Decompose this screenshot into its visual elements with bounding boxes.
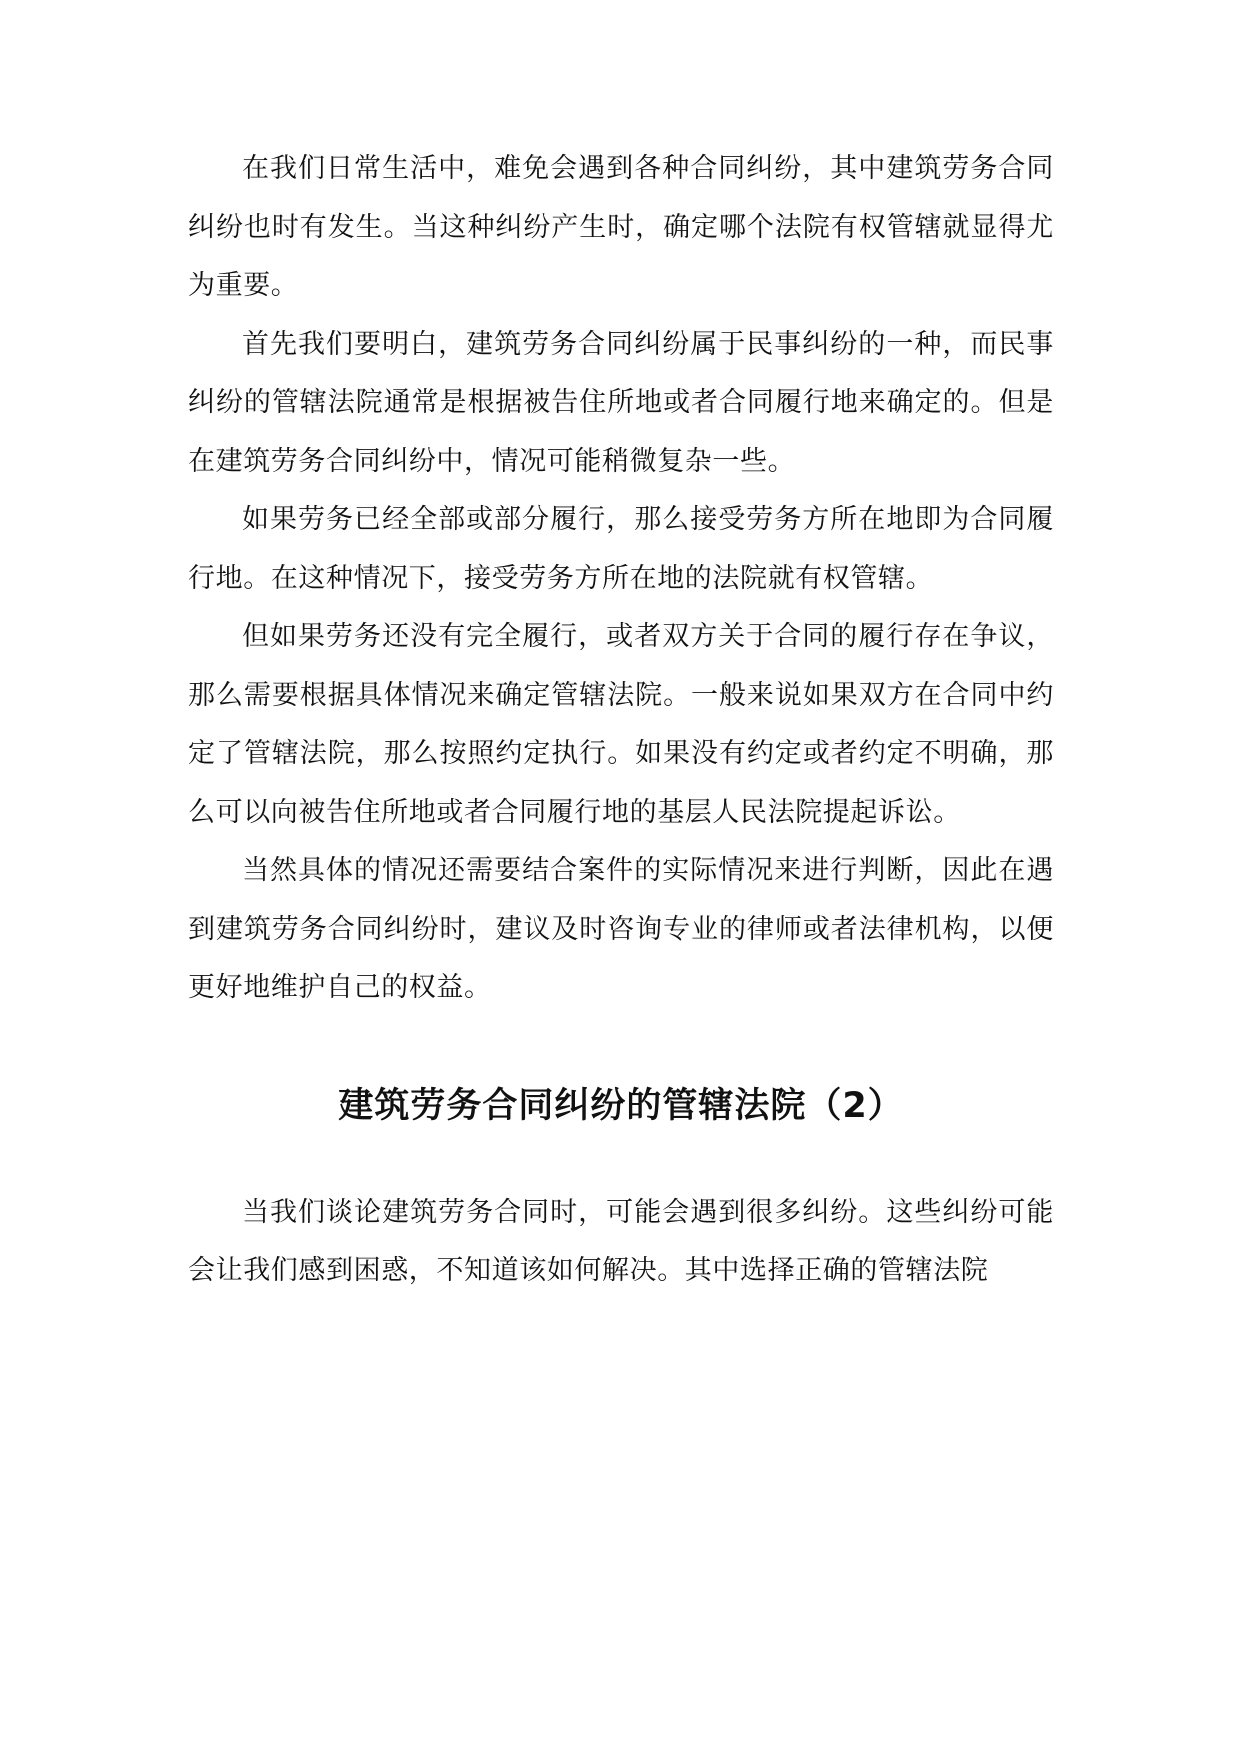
document-body	[188, 140, 1054, 1301]
paragraph: 如果劳务已经全部或部分履行，那么接受劳务方所在地即为合同履行地。在这种情况下，接受劳务方所在地的法院就有权管辖。	[188, 504, 1054, 594]
section-heading: 建筑劳务合同纠纷的管辖法院（2）	[338, 1085, 904, 1126]
paragraph: 首先我们要明白，建筑劳务合同纠纷属于民事纠纷的一种，而民事纠纷的管辖法院通常是根据被告住所地或者合同履行地来确定的。但是在建筑劳务合同纠纷中，情况可能稍微复杂一些。	[188, 328, 1054, 477]
paragraph: 但如果劳务还没有完全履行，或者双方关于合同的履行存在争议，那么需要根据具体情况来确定管辖法院。一般来说如果双方在合同中约定了管辖法院，那么按照约定执行。如果没有约定或者约定不明确，那么可以向被告住所地或者合同履行地的基层人民法院提起诉讼。	[188, 621, 1054, 828]
paragraph: 当我们谈论建筑劳务合同时，可能会遇到很多纠纷。这些纠纷可能会让我们感到困惑，不知道该如何解决。其中选择正确的管辖法院	[188, 1196, 1054, 1286]
paragraph: 在我们日常生活中，难免会遇到各种合同纠纷，其中建筑劳务合同纠纷也时有发生。当这种纠纷产生时，确定哪个法院有权管辖就显得尤为重要。	[188, 153, 1054, 301]
paragraph: 当然具体的情况还需要结合案件的实际情况来进行判断，因此在遇到建筑劳务合同纠纷时，建议及时咨询专业的律师或者法律机构，以便更好地维护自己的权益。	[188, 855, 1054, 1003]
